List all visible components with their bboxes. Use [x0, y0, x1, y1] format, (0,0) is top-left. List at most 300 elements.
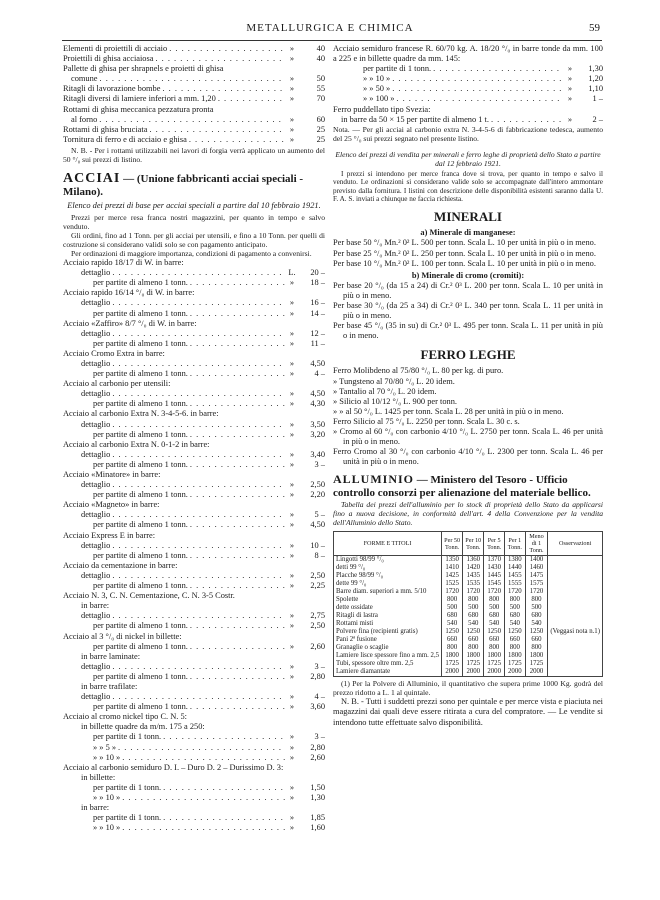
- acciaio-item-currency: »: [289, 782, 295, 792]
- acciaio-item-price: 1,30: [310, 793, 325, 802]
- acciaio-item-price: 8 –: [314, 550, 325, 560]
- semiduro-item-label: » » 10 »: [363, 74, 391, 84]
- ferro-item-currency: »: [567, 114, 573, 124]
- acciaio-item-price: 2,25: [310, 581, 325, 591]
- acciaio-item-row: [63, 359, 325, 369]
- scrap-item-currency: »: [289, 124, 295, 134]
- acciaio-item-row: [63, 672, 325, 682]
- acciaio-item-price: 3,40: [310, 449, 325, 459]
- alluminio-price-cell: 1250: [505, 628, 526, 636]
- alluminio-row: [334, 660, 603, 668]
- leader-dots: [112, 571, 285, 581]
- acciaio-item-label: dettaglio: [81, 510, 111, 520]
- alluminio-price-cell: [548, 604, 603, 612]
- acciaio-item-row: [63, 632, 325, 642]
- acciaio-item-label: in billette:: [81, 772, 116, 782]
- scrap-item-price: 55: [316, 84, 325, 94]
- acciaio-item-price: 2,20: [310, 490, 325, 500]
- scrap-item-row: [63, 125, 325, 135]
- acciaio-item-row: [63, 722, 325, 732]
- acciaio-item-price: 2,50: [310, 621, 325, 631]
- acciaio-item-label: Acciaio al carbonio Extra N. 3-4-5-6. in barre:: [63, 409, 219, 419]
- alluminio-price-cell: 1720: [442, 588, 463, 596]
- leader-dots: [190, 309, 285, 319]
- acciaio-item-label: Acciaio al cromo nickel tipo C. N. 5:: [63, 712, 187, 722]
- acciaio-item-price: 1,60: [310, 823, 325, 833]
- alluminio-price-cell: 1360: [463, 556, 484, 565]
- alluminio-price-cell: 540: [463, 620, 484, 628]
- alluminio-price-cell: [548, 644, 603, 652]
- alluminio-price-cell: 680: [484, 612, 505, 620]
- acciaio-item-currency: »: [289, 328, 295, 338]
- alluminio-nb: N. B. - Tutti i suddetti prezzi sono per quintale e per merce vista e piaciuta nei magazzini dai quali deve essere ritirata a cura del compratore. — Le vendite si intendono tutte effettuate salvo disponibilità.: [333, 697, 603, 727]
- semiduro-price-list: [333, 64, 603, 104]
- scrap-item-currency: »: [289, 54, 295, 64]
- acciaio-item-label: per partite di almeno 1 tonn.: [93, 702, 188, 712]
- alluminio-price-cell: 1250: [463, 628, 484, 636]
- alluminio-header-cell: Per 5 Tonn.: [484, 532, 505, 556]
- alluminio-title-big: ALLUMINIO: [333, 472, 415, 487]
- acciaio-item-currency: »: [289, 449, 295, 459]
- minerali-title: MINERALI: [434, 209, 502, 225]
- acciaio-item-label: dettaglio: [81, 611, 111, 621]
- alluminio-price-cell: 540: [525, 620, 548, 628]
- semiduro-item-price: 1,10: [588, 84, 603, 94]
- acciaio-item-currency: »: [289, 490, 295, 500]
- acciaio-item-label: in barre trafilate:: [81, 681, 138, 691]
- alluminio-price-cell: 1800: [442, 652, 463, 660]
- alluminio-price-cell: [548, 596, 603, 604]
- alluminio-price-cell: 800: [525, 596, 548, 604]
- acciaio-item-label: dettaglio: [81, 661, 111, 671]
- alluminio-price-cell: 660: [442, 636, 463, 644]
- alluminio-price-cell: 800: [525, 644, 548, 652]
- semiduro-item-row: [333, 94, 603, 104]
- alluminio-row: [334, 644, 603, 652]
- acciaio-item-row: [63, 642, 325, 652]
- alluminio-header-cell: Per 10 Tonn.: [463, 532, 484, 556]
- acciaio-item-label: dettaglio: [81, 540, 111, 550]
- alluminio-price-cell: 680: [463, 612, 484, 620]
- scrap-item-label: Elementi di proiettili di acciaio: [63, 44, 168, 53]
- acciaio-item-price: 10 –: [310, 540, 325, 550]
- acciaio-item-row: [63, 611, 325, 621]
- alluminio-price-cell: [548, 620, 603, 628]
- leader-dots: [190, 520, 285, 530]
- ferro-lega-entry: Ferro Silicio al 75 °/₀ L. 2250 per tonn. Scala L. 30 c. s.: [333, 416, 520, 426]
- acciaio-item-row: [63, 581, 325, 591]
- alluminio-price-cell: 2000: [525, 668, 548, 677]
- leader-dots: [433, 64, 563, 74]
- alluminio-form-cell: Spolette: [334, 596, 442, 604]
- alluminio-form-cell: Pani 2ª fusione: [334, 636, 442, 644]
- acciaio-item-row: [63, 409, 325, 419]
- acciaio-item-label: per partite di almeno 1 tonn.: [93, 429, 188, 439]
- alluminio-price-cell: [548, 636, 603, 644]
- scrap-item-label: comune: [71, 74, 98, 84]
- alluminio-price-cell: 1535: [463, 580, 484, 588]
- acciaio-item-row: [63, 430, 325, 440]
- alluminio-price-cell: 1545: [484, 580, 505, 588]
- acciaio-item-row: [63, 480, 325, 490]
- acciaio-item-currency: »: [289, 823, 295, 833]
- acciaio-item-label: Acciaio «Zaffiro» 8/7 °/₀ di W. in barre:: [63, 318, 197, 328]
- alluminio-price-cell: 540: [442, 620, 463, 628]
- acciaio-item-currency: »: [289, 419, 295, 429]
- alluminio-row: [334, 668, 603, 677]
- elenco-body: I prezzi si intendono per merce franca dove si trova, per quanto in tempo e salvo il venduto. Le ordinazioni si considerano valide solo se accompagnate dall'intero ammontare previsto dalla fornitura. I listini con descrizione delle disponibilità esistenti saranno dalla U. F. A. S. inviati a chiunque ne faccia richiesta.: [333, 169, 603, 203]
- acciaio-item-label: Acciaio da cementazione in barre:: [63, 560, 178, 570]
- acciaio-item-currency: L.: [288, 268, 296, 278]
- semiduro-item-label: » » 100 »: [363, 94, 395, 104]
- acciai-subtitle: Elenco dei prezzi di base per acciai speciali a partire dal 10 febbraio 1921.: [67, 200, 321, 210]
- alluminio-header-cell: Meno di 1 Tonn.: [525, 532, 548, 556]
- acciaio-item-label: Acciaio Express E in barre:: [63, 530, 156, 540]
- alluminio-price-cell: 1555: [505, 580, 526, 588]
- acciaio-item-currency: »: [289, 510, 295, 520]
- acciaio-item-row: [63, 561, 325, 571]
- acciaio-item-price: 1,50: [310, 782, 325, 792]
- acciaio-item-price: 20 –: [310, 268, 325, 278]
- scrap-item-label: Pallette di ghisa per shrapnels e proietti di ghisa: [63, 64, 224, 74]
- acciaio-item-row: [63, 541, 325, 551]
- ferro-leghe-title: FERRO LEGHE: [420, 347, 516, 363]
- semiduro-item-price: 1,20: [588, 74, 603, 84]
- acciaio-item-price: 2,80: [310, 742, 325, 752]
- alluminio-header-cell: Osservazioni: [548, 532, 603, 556]
- leader-dots: [162, 84, 285, 94]
- scrap-item-currency: »: [289, 44, 295, 53]
- acciaio-item-row: [63, 783, 325, 793]
- scrap-item-row: [63, 84, 325, 94]
- acciaio-item-currency: »: [289, 702, 295, 712]
- acciaio-item-price: 4,30: [310, 399, 325, 409]
- ferro-item-label: in barre da 50 × 15 per partite di almeno 1 t.: [341, 114, 489, 124]
- alluminio-price-cell: 2000: [484, 668, 505, 677]
- acciaio-item-row: [63, 278, 325, 288]
- acciaio-item-label: dettaglio: [81, 268, 111, 278]
- alluminio-price-cell: 1350: [442, 556, 463, 565]
- scrap-price-list: [63, 44, 325, 145]
- acciaio-item-row: [63, 823, 325, 833]
- acciaio-item-currency: »: [289, 692, 295, 702]
- acciaio-item-label: dettaglio: [81, 298, 111, 308]
- alluminio-price-cell: 2000: [505, 668, 526, 677]
- alluminio-table: [333, 531, 603, 677]
- acciaio-item-row: [63, 440, 325, 450]
- alluminio-form-cell: Lamiere lisce spessore fino a mm. 2,5: [334, 652, 442, 660]
- acciaio-item-label: per partite di almeno 1 tonn.: [93, 399, 188, 409]
- alluminio-form-cell: Lingotti 98/99 °/₀: [334, 556, 442, 565]
- acciaio-item-price: 12 –: [310, 328, 325, 338]
- alluminio-header-cell: Per 50 Tonn.: [442, 532, 463, 556]
- alluminio-price-cell: 800: [484, 644, 505, 652]
- page-number: 59: [589, 22, 600, 34]
- acciaio-item-currency: »: [289, 732, 295, 742]
- acciaio-item-price: 16 –: [310, 298, 325, 308]
- alluminio-price-cell: 1800: [505, 652, 526, 660]
- alluminio-price-cell: 1445: [484, 572, 505, 580]
- ferro-lega-entry: » Tantalio al 70 °/₀ L. 20 idem.: [333, 386, 437, 396]
- left-nb-note: N. B. - Per i rottami utilizzabili nei lavori di forgia verrà applicato un aumento del 50 °/₀ sui prezzi di listino.: [63, 145, 325, 164]
- alluminio-price-cell: 800: [505, 644, 526, 652]
- acciaio-item-price: 4,50: [310, 520, 325, 530]
- alluminio-intro: Tabella dei prezzi dell'alluminio per lo stock di proprietà dello Stato da applicarsi fino a nuova decisione, in conformità dell'art. 4 della Convenzione per la vendita dell'Alluminio dello Stato.: [333, 500, 603, 528]
- leader-dots: [122, 753, 285, 763]
- leader-dots: [190, 369, 285, 379]
- scrap-item-currency: »: [289, 74, 295, 84]
- leader-dots: [112, 662, 285, 672]
- alluminio-row: [334, 636, 603, 644]
- acciaio-item-price: 3,50: [310, 419, 325, 429]
- alluminio-form-cell: Placche 98/99 °/₀: [334, 572, 442, 580]
- acciaio-item-currency: »: [289, 520, 295, 530]
- scrap-item-label: Rottami di ghisa bruciata: [63, 124, 148, 134]
- ferro-item-row: [333, 115, 603, 125]
- acciai-note-1: Prezzi per merce resa franca nostri magazzini, per quanto in tempo e salvo venduto.: [63, 213, 325, 232]
- ferro-item-price: 2 –: [592, 114, 603, 124]
- scrap-item-row: [63, 94, 325, 104]
- acciaio-item-row: [63, 298, 325, 308]
- alluminio-price-cell: 1250: [484, 628, 505, 636]
- leader-dots: [190, 672, 285, 682]
- acciaio-item-row: [63, 813, 325, 823]
- scrap-item-price: 25: [316, 134, 325, 144]
- leader-dots: [190, 278, 285, 288]
- page-header: [0, 22, 660, 38]
- alluminio-price-cell: 1250: [442, 628, 463, 636]
- acciaio-item-label: in barre:: [81, 601, 110, 611]
- acciaio-item-price: 3 –: [314, 732, 325, 742]
- manganese-list: [333, 238, 603, 268]
- scrap-item-row: [63, 74, 325, 84]
- acciaio-item-currency: »: [289, 369, 295, 379]
- leader-dots: [190, 581, 285, 591]
- alluminio-price-cell: [548, 588, 603, 596]
- acciaio-item-price: 4 –: [314, 369, 325, 379]
- acciaio-item-price: 2,50: [310, 480, 325, 490]
- acciaio-item-label: Acciaio al carbonio Extra N. 0-1-2 in barre:: [63, 439, 210, 449]
- acciaio-item-price: 3 –: [314, 459, 325, 469]
- alluminio-row: [334, 612, 603, 620]
- alluminio-price-cell: [548, 556, 603, 565]
- leader-dots: [163, 732, 285, 742]
- alluminio-price-cell: 1725: [484, 660, 505, 668]
- acciaio-item-price: 2,80: [310, 671, 325, 681]
- leader-dots: [112, 692, 285, 702]
- leader-dots: [190, 551, 285, 561]
- acciaio-item-label: per partite di 1 tonn.: [93, 732, 162, 742]
- acciaio-item-row: [63, 763, 325, 773]
- semiduro-item-label: » » 50 »: [363, 84, 391, 94]
- alluminio-note-1: (1) Per la Polvere di Alluminio, il quantitativo che supera prime 1000 Kg. godrà del prezzo ridotto a L. 1 al quintale.: [333, 679, 603, 698]
- scrap-item-row: [63, 44, 325, 54]
- acciaio-item-currency: »: [289, 278, 295, 288]
- alluminio-price-cell: 1725: [505, 660, 526, 668]
- alluminio-price-cell: 1720: [484, 588, 505, 596]
- semiduro-item-currency: »: [567, 74, 573, 84]
- alluminio-price-cell: [548, 612, 603, 620]
- acciaio-item-price: 2,75: [310, 611, 325, 621]
- alluminio-row: [334, 596, 603, 604]
- alluminio-price-cell: 1455: [505, 572, 526, 580]
- acciaio-item-price: 2,50: [310, 570, 325, 580]
- semiduro-item-row: [333, 64, 603, 74]
- acciaio-item-label: per partite di almeno 1 tonn.: [93, 369, 188, 379]
- acciaio-item-row: [63, 268, 325, 278]
- scrap-item-label: Ritagli diversi di lamiere inferiori a mm. 1,20: [63, 94, 216, 104]
- alluminio-price-cell: 1475: [525, 572, 548, 580]
- alluminio-price-cell: 500: [442, 604, 463, 612]
- ferro-puddellato-row: [333, 115, 603, 125]
- alluminio-price-cell: 2000: [463, 668, 484, 677]
- cromo-entry: Per base 20 °/₀ (da 15 a 24) di Cr.² 0³ L. 200 per tonn. Scala L. 10 per unità in più o in meno.: [333, 280, 603, 300]
- semiduro-item-row: [333, 84, 603, 94]
- acciaio-item-row: [63, 682, 325, 692]
- alluminio-price-cell: 800: [505, 596, 526, 604]
- acciaio-item-row: [63, 319, 325, 329]
- scrap-item-price: 70: [316, 94, 325, 104]
- alluminio-price-cell: [548, 564, 603, 572]
- leader-dots: [163, 813, 285, 823]
- acciaio-item-price: 2,60: [310, 641, 325, 651]
- acciaio-item-row: [63, 712, 325, 722]
- ferro-leghe-list: [333, 366, 603, 467]
- acciaio-item-label: in barre laminate:: [81, 651, 141, 661]
- scrap-item-price: 60: [316, 114, 325, 124]
- acciaio-item-row: [63, 309, 325, 319]
- acciaio-item-currency: »: [289, 338, 295, 348]
- scrap-item-row: [63, 64, 325, 74]
- semiduro-item-label: per partite di 1 tonn.: [363, 64, 432, 74]
- acciaio-item-price: 3 –: [314, 661, 325, 671]
- leader-dots: [122, 823, 285, 833]
- semiduro-intro: Acciaio semiduro francese R. 60/70 kg. A. 18/20 °/₀ in barre tonde da mm. 100 a 225 e in billette quadre da mm. 145:: [333, 44, 603, 64]
- alluminio-price-cell: 540: [484, 620, 505, 628]
- alluminio-form-cell: Barre diam. superiori a mm. 5/10: [334, 588, 442, 596]
- leader-dots: [169, 44, 285, 54]
- scrap-item-currency: »: [289, 84, 295, 94]
- alluminio-form-cell: Tubi, spessore oltre mm. 2,5: [334, 660, 442, 668]
- acciaio-item-currency: »: [289, 611, 295, 621]
- acciaio-item-row: [63, 551, 325, 561]
- acciaio-item-row: [63, 621, 325, 631]
- acciaio-item-label: dettaglio: [81, 449, 111, 459]
- alluminio-price-cell: 800: [484, 596, 505, 604]
- alluminio-row: [334, 564, 603, 572]
- alluminio-price-cell: 1800: [525, 652, 548, 660]
- alluminio-price-cell: 1725: [525, 660, 548, 668]
- leader-dots: [122, 793, 285, 803]
- acciaio-item-price: 4 –: [314, 692, 325, 702]
- alluminio-section-title: [333, 473, 603, 500]
- acciaio-item-currency: »: [289, 308, 295, 318]
- acciaio-item-row: [63, 369, 325, 379]
- alluminio-price-cell: 680: [442, 612, 463, 620]
- acciaio-item-currency: »: [289, 581, 295, 591]
- leader-dots: [112, 298, 285, 308]
- alluminio-row: [334, 628, 603, 636]
- cromo-list: [333, 281, 603, 342]
- acciaio-item-label: per partite di almeno 1 tonn.: [93, 581, 188, 591]
- alluminio-price-cell: 1720: [525, 588, 548, 596]
- acciaio-item-label: Acciaio al 3 °/₀ di nickel in billette:: [63, 631, 182, 641]
- alluminio-price-cell: [548, 660, 603, 668]
- alluminio-price-cell: 2000: [442, 668, 463, 677]
- acciaio-item-row: [63, 450, 325, 460]
- acciaio-item-label: per partite di almeno 1 tonn.: [93, 671, 188, 681]
- alluminio-price-cell: 1720: [505, 588, 526, 596]
- alluminio-price-cell: 1410: [442, 564, 463, 572]
- ferro-lega-entry: » Silicio al 10/12 °/₀ L. 900 per tonn.: [333, 396, 457, 406]
- acciaio-item-price: 11 –: [310, 338, 325, 348]
- acciaio-item-label: » » 10 »: [93, 793, 121, 802]
- acciaio-item-label: Acciaio «Magneto» in barre:: [63, 500, 160, 510]
- alluminio-price-cell: 1800: [484, 652, 505, 660]
- leader-dots: [190, 702, 285, 712]
- alluminio-price-cell: (Veggasi nota n.1): [548, 628, 603, 636]
- acciaio-item-currency: »: [289, 459, 295, 469]
- acciaio-item-label: dettaglio: [81, 419, 111, 429]
- scrap-item-row: [63, 54, 325, 64]
- alluminio-price-cell: 500: [484, 604, 505, 612]
- alluminio-form-cell: Ritagli di lastra: [334, 612, 442, 620]
- alluminio-price-cell: 1430: [484, 564, 505, 572]
- acciaio-item-row: [63, 743, 325, 753]
- acciai-title-big: ACCIAI: [63, 170, 121, 186]
- cromo-entry: Per base 45 °/₀ (35 in su) di Cr.² 0³ L. 495 per tonn. Scala L. 11 per unità in più o in meno.: [333, 321, 603, 341]
- acciaio-item-currency: »: [289, 742, 295, 752]
- alluminio-header-cell: Per 1 Tonn.: [505, 532, 526, 556]
- acciaio-item-row: [63, 702, 325, 712]
- leader-dots: [190, 490, 285, 500]
- acciaio-item-row: [63, 329, 325, 339]
- acciaio-item-price: 5 –: [314, 510, 325, 520]
- ferro-lega-entry: » » al 50 °/₀ L. 1425 per tonn. Scala L. 28 per unità in più o in meno.: [333, 406, 564, 416]
- alluminio-table-body: [334, 556, 603, 677]
- acciaio-item-label: Acciaio N. 3, C. N. Cementazione, C. N. 3-5 Costr.: [63, 591, 235, 601]
- leader-dots: [112, 510, 285, 520]
- alluminio-price-cell: 1460: [525, 564, 548, 572]
- alluminio-price-cell: 1370: [484, 556, 505, 565]
- acciaio-item-row: [63, 399, 325, 409]
- acciaio-item-label: dettaglio: [81, 358, 111, 368]
- semiduro-item-row: [333, 74, 603, 84]
- leader-dots: [112, 359, 285, 369]
- header-rule: [62, 40, 602, 41]
- leader-dots: [149, 125, 285, 135]
- alluminio-price-cell: 1440: [505, 564, 526, 572]
- acciaio-item-label: in billette quadre da m/m. 175 a 250:: [81, 722, 205, 732]
- leader-dots: [190, 642, 285, 652]
- alluminio-row: [334, 572, 603, 580]
- scrap-item-price: 25: [316, 124, 325, 134]
- acciaio-item-label: dettaglio: [81, 570, 111, 580]
- alluminio-price-cell: 1250: [525, 628, 548, 636]
- leader-dots: [163, 783, 285, 793]
- alluminio-price-cell: 1525: [442, 580, 463, 588]
- alluminio-price-cell: [548, 572, 603, 580]
- right-column: [333, 44, 603, 728]
- acciaio-item-price: 18 –: [310, 278, 325, 288]
- alluminio-row: [334, 580, 603, 588]
- acciaio-item-currency: »: [289, 671, 295, 681]
- acciaio-item-label: per partite di almeno 1 tonn.: [93, 278, 188, 288]
- scrap-item-currency: »: [289, 94, 295, 104]
- acciaio-item-currency: »: [289, 389, 295, 399]
- acciaio-item-row: [63, 510, 325, 520]
- alluminio-price-cell: 800: [463, 596, 484, 604]
